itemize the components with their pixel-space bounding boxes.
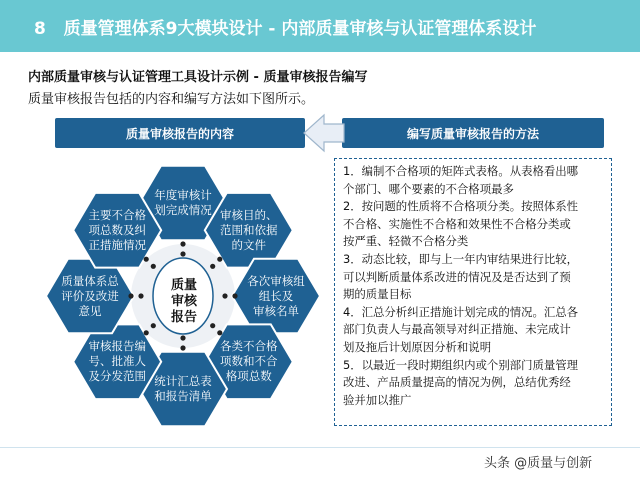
method-line: 2．按问题的性质将不合格项分类。按照体系性 bbox=[343, 199, 579, 214]
watermark: 头条 @质量与创新 bbox=[484, 456, 593, 471]
method-line: 改进、产品质量提高的情况为例，总结优秀经 bbox=[343, 375, 571, 390]
method-header: 编写质量审核报告的方法 bbox=[342, 118, 604, 148]
center-label: 质量 审核 报告 bbox=[170, 278, 197, 325]
method-line: 划及拖后计划原因分析和说明 bbox=[343, 339, 492, 354]
connector-dot bbox=[144, 257, 149, 262]
connector-dot bbox=[180, 251, 185, 256]
hex-purpose-scope-label: 审核目的、 范围和依据 的文件 bbox=[220, 207, 278, 252]
method-line: 不合格、实施性不合格和效果性不合格分类或 bbox=[343, 216, 571, 231]
method-line: 3．动态比较，即与上一年内审结果进行比较， bbox=[343, 251, 579, 266]
connector-dot bbox=[180, 241, 185, 246]
method-line: 个部门、哪个要素的不合格项最多 bbox=[343, 181, 514, 196]
connector-dot bbox=[151, 323, 156, 328]
connector-dot bbox=[180, 345, 185, 350]
footer-divider bbox=[0, 447, 640, 448]
method-line: 4．汇总分析纠正措施计划完成的情况。汇总各 bbox=[343, 304, 579, 319]
connector-dot bbox=[217, 330, 222, 335]
connector-dot bbox=[138, 293, 143, 298]
method-line: 部门负责人与最高领导对纠正措施、未完成计 bbox=[343, 322, 571, 337]
connector-dot bbox=[210, 323, 215, 328]
hex-system-evaluation-label: 质量体系总 评价及改进 意见 bbox=[61, 273, 119, 318]
method-line: 可以判断质量体系改进的情况及是否达到了预 bbox=[343, 269, 571, 284]
hex-report-number-label: 审核报告编 号、批准人 及分发范围 bbox=[88, 339, 146, 384]
method-list bbox=[334, 158, 612, 426]
hex-summary-tables-label: 统计汇总表 和报告清单 bbox=[154, 374, 212, 403]
method-line: 1．编制不合格项的矩阵式表格。从表格看出哪 bbox=[343, 164, 579, 178]
method-line: 期的质量目标 bbox=[343, 287, 412, 302]
description: 质量审核报告包括的内容和编写方法如下图所示。 bbox=[28, 92, 315, 107]
method-line: 按严重、轻微不合格分类 bbox=[343, 234, 469, 249]
connector-dot bbox=[144, 330, 149, 335]
connector-dot bbox=[180, 335, 185, 340]
connector-dot bbox=[210, 264, 215, 269]
section-title: 质量管理体系9大模块设计 - 内部质量审核与认证管理体系设计 bbox=[63, 19, 537, 39]
hex-corrective-actions-label: 主要不合格 项总数及纠 正措施情况 bbox=[88, 207, 146, 252]
method-line: 5．以最近一段时期组织内或个别部门质量管理 bbox=[343, 357, 579, 372]
section-number: 8 bbox=[34, 19, 46, 39]
hex-team-leaders-label: 各次审核组 组长及 审核名单 bbox=[247, 273, 305, 318]
connector-dot bbox=[217, 257, 222, 262]
hex-nonconformity-counts-label: 各类不合格 项数和不合 格项总数 bbox=[220, 339, 278, 384]
subtitle: 内部质量审核与认证管理工具设计示例 - 质量审核报告编写 bbox=[28, 70, 368, 85]
connector-dot bbox=[222, 293, 227, 298]
connector-dot bbox=[151, 264, 156, 269]
hex-annual-plan-label: 年度审核计 划完成情况 bbox=[154, 188, 212, 217]
method-line: 验并加以推广 bbox=[343, 392, 412, 407]
content-header: 质量审核报告的内容 bbox=[55, 118, 305, 148]
